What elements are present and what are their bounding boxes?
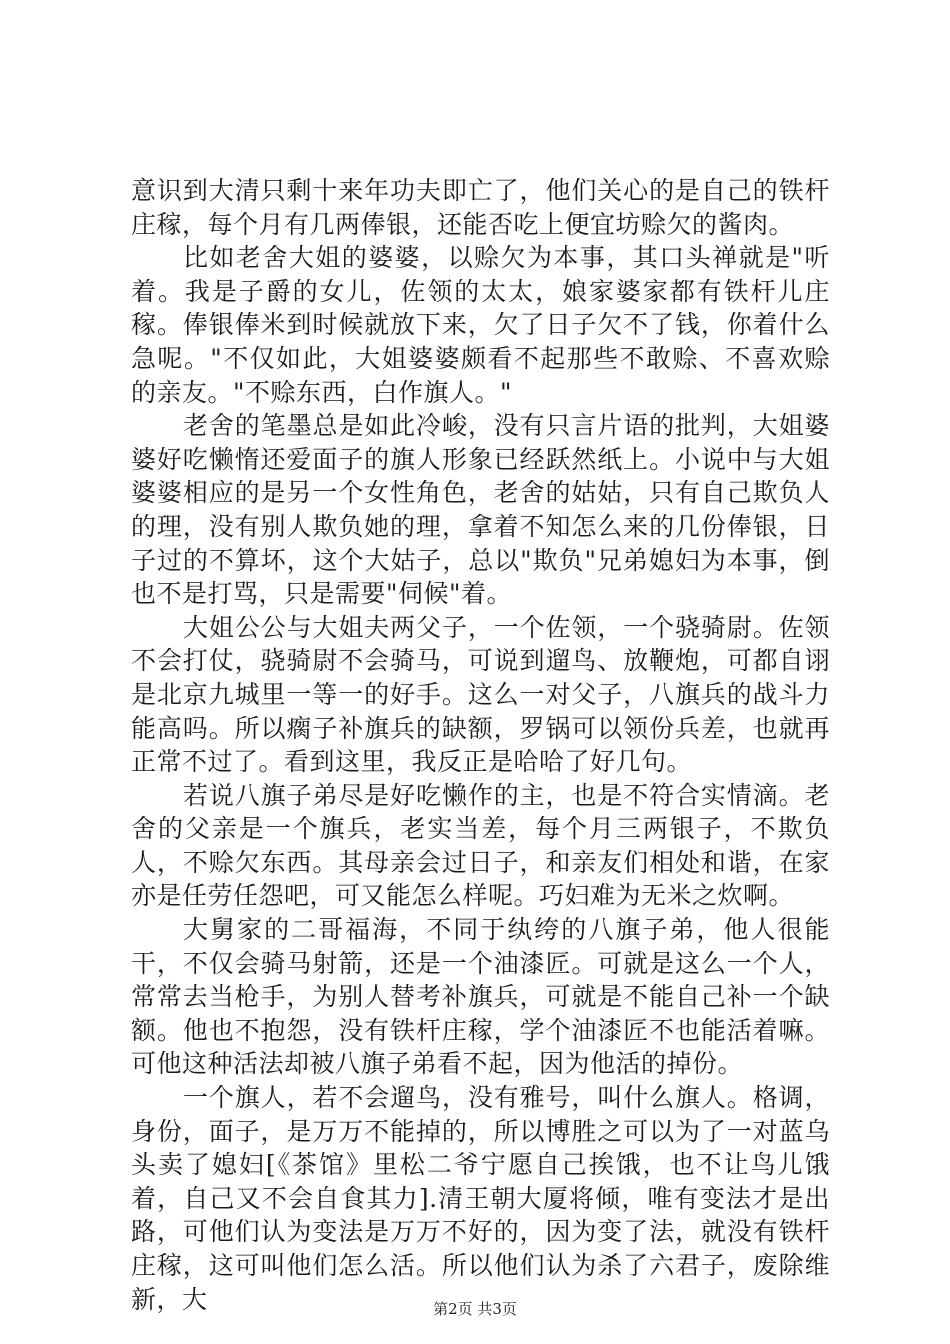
page-number-label: 第2页 共3页 (433, 1300, 517, 1318)
paragraph-4: 大姐公公与大姐夫两父子，一个佐领，一个骁骑尉。佐领不会打仗，骁骑尉不会骑马，可说到遛鸟、放鞭炮，可都自诩是北京九城里一等一的好手。这么一对父子，八旗兵的战斗力能高吗。所以瘸子补旗兵的缺额，罗锅可以领份兵差，也就再正常不过了。看到这里，我反正是哈哈了好几句。 (131, 612, 830, 777)
paragraph-3: 老舍的笔墨总是如此冷峻，没有只言片语的批判，大姐婆婆好吃懒惰还爱面子的旗人形象已经跃然纸上。小说中与大姐婆婆相应的是另一个女性角色，老舍的姑姑，只有自己欺负人的理，没有别人欺负她的理，拿着不知怎么来的几份俸银，日子过的不算坏，这个大姑子，总以"欺负"兄弟媳妇为本事，倒也不是打骂，只是需要"伺候"着。 (131, 411, 830, 609)
page-footer (0, 1298, 950, 1319)
paragraph-2: 比如老舍大姐的婆婆，以赊欠为本事，其口头禅就是"听着。我是子爵的女儿，佐领的太太，娘家婆家都有铁杆儿庄稼。俸银俸米到时候就放下来，欠了日子欠不了钱，你着什么急呢。"不仅如此，大姐婆婆颇看不起那些不敢赊、不喜欢赊的亲友。"不赊东西，白作旗人。" (131, 243, 830, 407)
body-text (131, 174, 830, 1316)
paragraph-6: 大舅家的二哥福海，不同于纨绔的八旗子弟，他人很能干，不仅会骑马射箭，还是一个油漆匠。可就是这么一个人，常常去当枪手，为别人替考补旗兵，可就是不能自己补一个缺额。他也不抱怨，没有铁杆庄稼，学个油漆匠不也能活着嘛。可他这种活法却被八旗子弟看不起，因为他活的掉份。 (131, 915, 830, 1079)
paragraph-7: 一个旗人，若不会遛鸟，没有雅号，叫什么旗人。格调，身份，面子，是万万不能掉的，所以博胜之可以为了一对蓝乌头卖了媳妇[《茶馆》里松二爷宁愿自己挨饿，也不让鸟儿饿着，自己又不会自食其力].清王朝大厦将倾，唯有变法才是出路，可他们认为变法是万万不好的，因为变了法，就没有铁杆庄稼，这可叫他们怎么活。所以他们认为杀了六君子，废除维新，大 (131, 1083, 830, 1314)
paragraph-1: 意识到大清只剩十来年功夫即亡了，他们关心的是自己的铁杆庄稼，每个月有几两俸银，还能否吃上便宜坊赊欠的酱肉。 (131, 176, 830, 239)
paragraph-5: 若说八旗子弟尽是好吃懒作的主，也是不符合实情滴。老舍的父亲是一个旗兵，老实当差，每个月三两银子，不欺负人，不赊欠东西。其母亲会过日子，和亲友们相处和谐，在家亦是任劳任怨吧，可又能怎么样呢。巧妇难为无米之炊啊。 (131, 780, 830, 911)
